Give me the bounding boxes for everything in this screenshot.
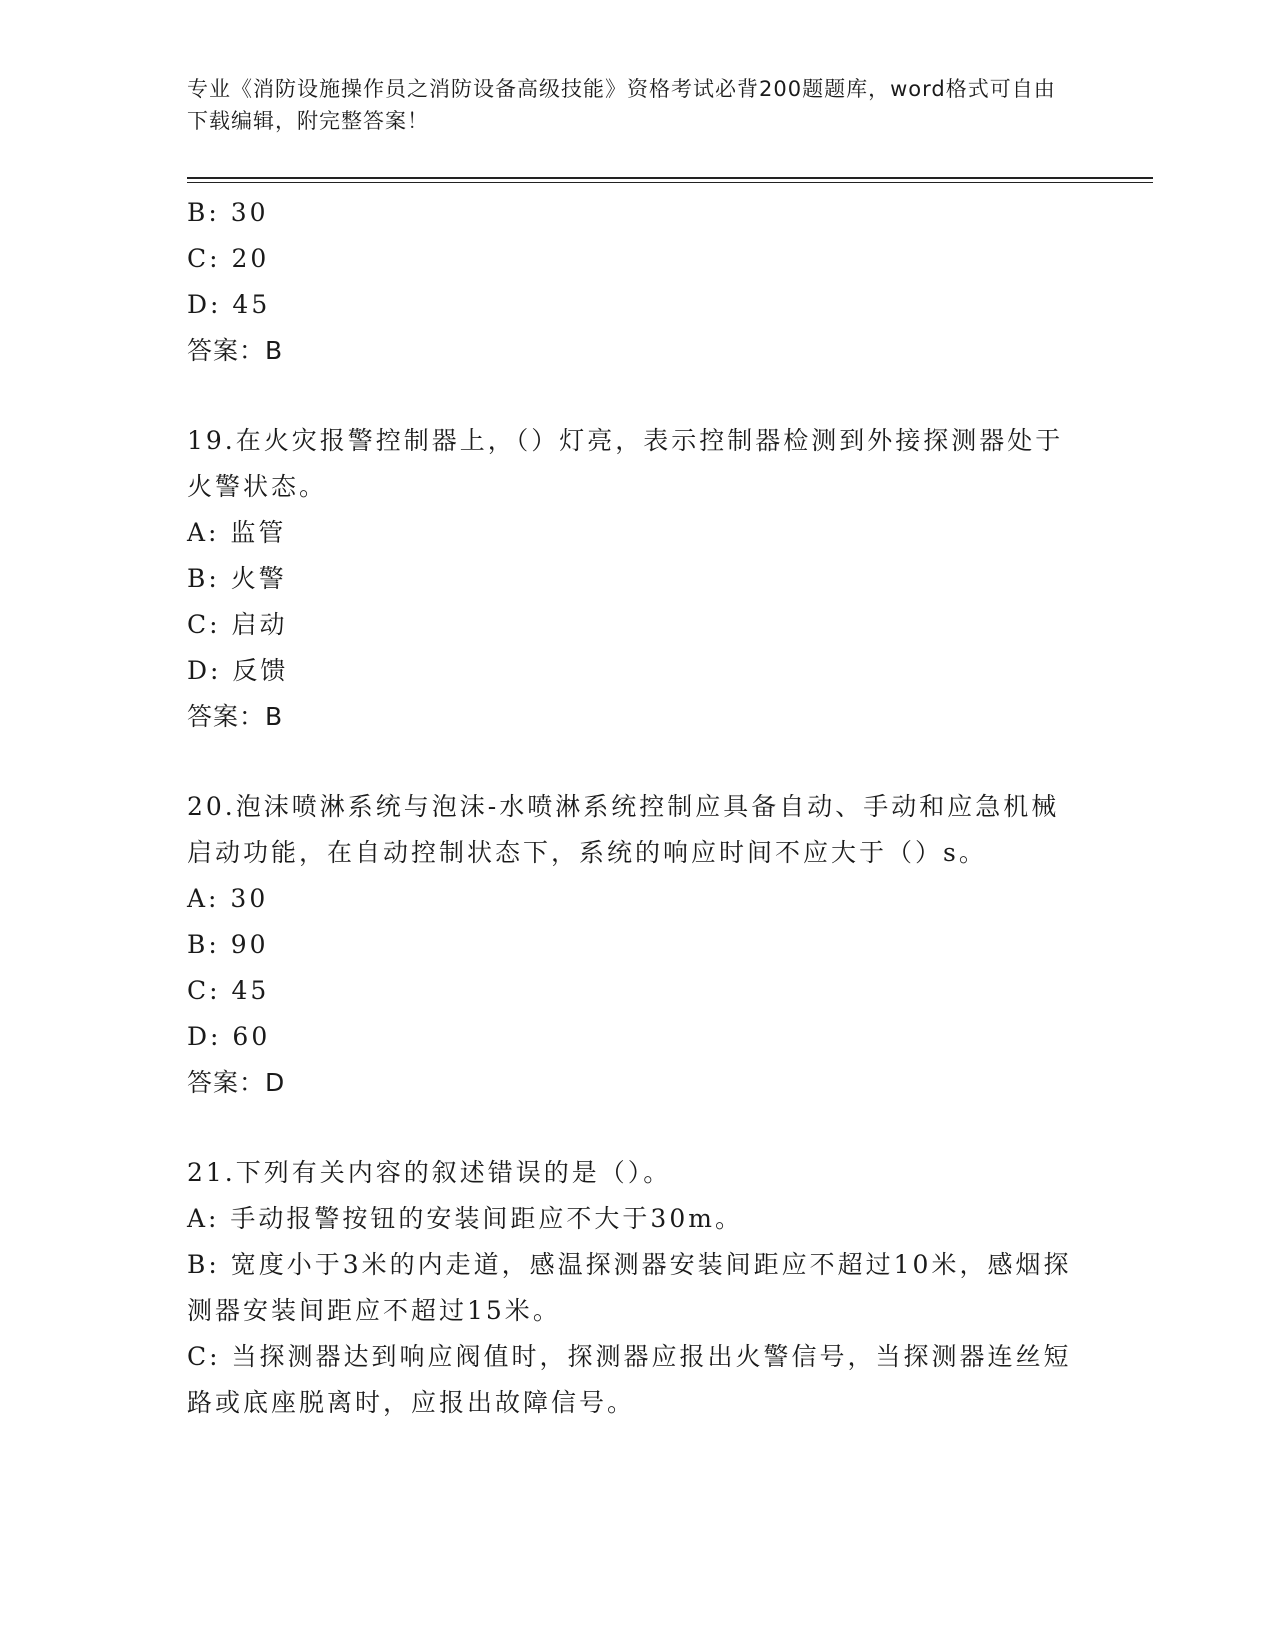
answer-line: 答案：D	[187, 1068, 286, 1097]
option-b: B: 火警	[187, 564, 287, 593]
option-a: A: 手动报警按钮的安装间距应不大于30m。	[187, 1204, 743, 1233]
question-text: 19.在火灾报警控制器上，（）灯亮，表示控制器检测到外接探测器处于火警状态。	[187, 426, 1064, 501]
header-divider-thin	[187, 182, 1153, 183]
question-19	[187, 418, 1087, 740]
question-21	[187, 1150, 1087, 1426]
option-d: D: 60	[187, 1022, 271, 1051]
option-c: C: 20	[187, 244, 270, 273]
option-a: A: 监管	[187, 518, 287, 547]
option-b: B: 90	[187, 930, 269, 959]
option-b: B: 30	[187, 198, 269, 227]
answer-line: 答案：B	[187, 336, 284, 365]
option-d: D: 45	[187, 290, 271, 319]
option-b: B: 宽度小于3米的内走道，感温探测器安装间距应不超过10米，感烟探测器安装间距应不超过15米。	[187, 1250, 1072, 1325]
header-divider-thick	[187, 177, 1153, 179]
question-20	[187, 784, 1087, 1106]
question-content	[187, 190, 1087, 1426]
document-header: 专业《消防设施操作员之消防设备高级技能》资格考试必背200题题库，word格式可自由下载编辑，附完整答案！	[187, 77, 1056, 133]
question-text: 21.下列有关内容的叙述错误的是（）。	[187, 1158, 672, 1187]
option-d: D: 反馈	[187, 656, 289, 685]
option-c: C: 启动	[187, 610, 288, 639]
question-text: 20.泡沫喷淋系统与泡沫-水喷淋系统控制应具备自动、手动和应急机械启动功能，在自动控制状态下，系统的响应时间不应大于（）s。	[187, 792, 1060, 867]
answer-line: 答案：B	[187, 702, 284, 731]
option-c: C: 当探测器达到响应阀值时，探测器应报出火警信号，当探测器连丝短路或底座脱离时，应报出故障信号。	[187, 1342, 1072, 1417]
option-c: C: 45	[187, 976, 270, 1005]
previous-question-fragment	[187, 190, 1087, 374]
option-a: A: 30	[187, 884, 269, 913]
